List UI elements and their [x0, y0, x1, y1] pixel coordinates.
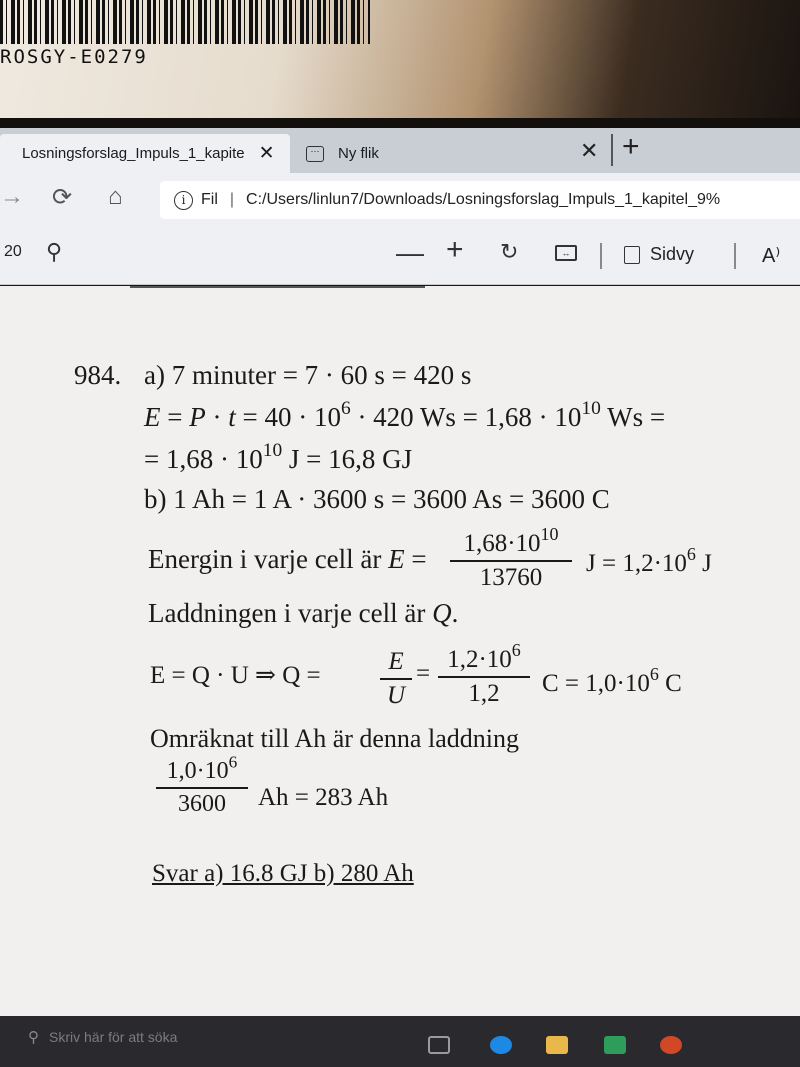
search-icon[interactable]: ⚲: [46, 239, 63, 264]
ah-fraction: $1,0\cdot 10^6$ 3600: [156, 758, 248, 818]
page-rule: [130, 286, 425, 288]
new-tab-icon: ···: [306, 146, 324, 162]
read-aloud-button[interactable]: A⁾: [762, 245, 781, 267]
tab-bar: [0, 128, 800, 173]
task-view-icon[interactable]: [428, 1036, 450, 1054]
close-tab-icon[interactable]: ✕: [580, 138, 599, 163]
info-icon[interactable]: i: [174, 191, 193, 210]
energy-text: Energin i varje cell är E =: [148, 544, 427, 574]
arrow-left-icon[interactable]: →: [0, 183, 24, 210]
formula-fraction-eu: E U: [380, 648, 412, 710]
ah-result: Ah = 283 Ah: [258, 784, 389, 811]
address-bar[interactable]: [160, 181, 800, 219]
line-a: a) 7 minuter = 7 · 60 s = 420 s: [144, 360, 472, 390]
taskbar-search[interactable]: [28, 1028, 177, 1046]
address-divider: |: [229, 191, 235, 208]
sticker-label: ROSGY-E0279: [0, 46, 148, 68]
file-explorer-icon[interactable]: [546, 1036, 568, 1054]
formula-eq: =: [416, 660, 431, 687]
convert-text: Omräknat till Ah är denna laddning: [150, 724, 519, 753]
refresh-icon[interactable]: ⟳: [52, 184, 73, 211]
tab-new-tab[interactable]: [300, 134, 540, 173]
tab-close-icon[interactable]: ✕: [258, 143, 275, 164]
line-energy-calc: $E = P \cdot t = 40 \cdot 10^6 \cdot 420$ $Ws = 1,68 \cdot 10^{10}$ Ws =: [144, 397, 666, 432]
tab-title: Losningsforslag_Impuls_1_kapite: [22, 145, 245, 162]
energy-fraction: $1,68\cdot 10^{10}$ 13760: [450, 530, 572, 592]
line-energy-result: = $1,68 \cdot 10^{10}$ J = 16,8 GJ: [144, 439, 413, 474]
pdf-toolbar: [0, 227, 800, 285]
zoom-out-button[interactable]: —: [396, 237, 424, 268]
formula-lhs: E = Q · U ⇒ Q =: [150, 662, 321, 689]
tab-title: Ny flik: [338, 145, 379, 162]
charge-text: Laddningen i varje cell är Q.: [148, 598, 459, 628]
line-b: b) 1 Ah = 1 A · 3600 s = 3600 As = 3600 C: [144, 484, 610, 514]
page-view-label: Sidvy: [650, 244, 695, 264]
office-icon[interactable]: [660, 1036, 682, 1054]
toolbar-divider: [600, 243, 602, 269]
navigation-bar: [0, 173, 800, 227]
page-number-field[interactable]: 20: [4, 243, 22, 260]
store-icon[interactable]: [604, 1036, 626, 1054]
fit-page-icon[interactable]: ↔: [555, 245, 577, 261]
page-view-icon: [624, 246, 640, 264]
edge-browser-icon[interactable]: [490, 1036, 512, 1054]
page-view-button[interactable]: [624, 244, 694, 265]
new-tab-button[interactable]: +: [622, 130, 640, 163]
pdf-page: [0, 286, 800, 1016]
toolbar-divider: [734, 243, 736, 269]
barcode-sticker: [0, 0, 800, 118]
barcode: [0, 0, 370, 44]
address-url: C:/Users/linlun7/Downloads/Losningsforslag_Impuls_1_kapitel_9%: [246, 191, 721, 208]
address-prefix: Fil: [201, 191, 218, 208]
taskbar: [0, 1016, 800, 1067]
home-icon[interactable]: ⌂: [108, 183, 123, 210]
problem-number: 984.: [74, 360, 122, 390]
taskbar-search-placeholder: Skriv här för att söka: [49, 1029, 178, 1045]
zoom-in-button[interactable]: +: [446, 233, 464, 266]
tab-pdf-document[interactable]: [0, 134, 290, 173]
tab-divider: [611, 134, 613, 166]
answer-text: Svar a) 16.8 GJ b) 280 Ah: [152, 860, 414, 887]
formula-result: $C = 1,0\cdot 10^6$ C: [542, 663, 682, 697]
formula-fraction-value: $1,2\cdot 10^6$ 1,2: [438, 646, 530, 708]
energy-result: $J = 1,2\cdot 10^6$ J: [586, 543, 712, 577]
rotate-icon[interactable]: ↻: [500, 239, 519, 264]
search-icon: ⚲: [28, 1029, 39, 1046]
